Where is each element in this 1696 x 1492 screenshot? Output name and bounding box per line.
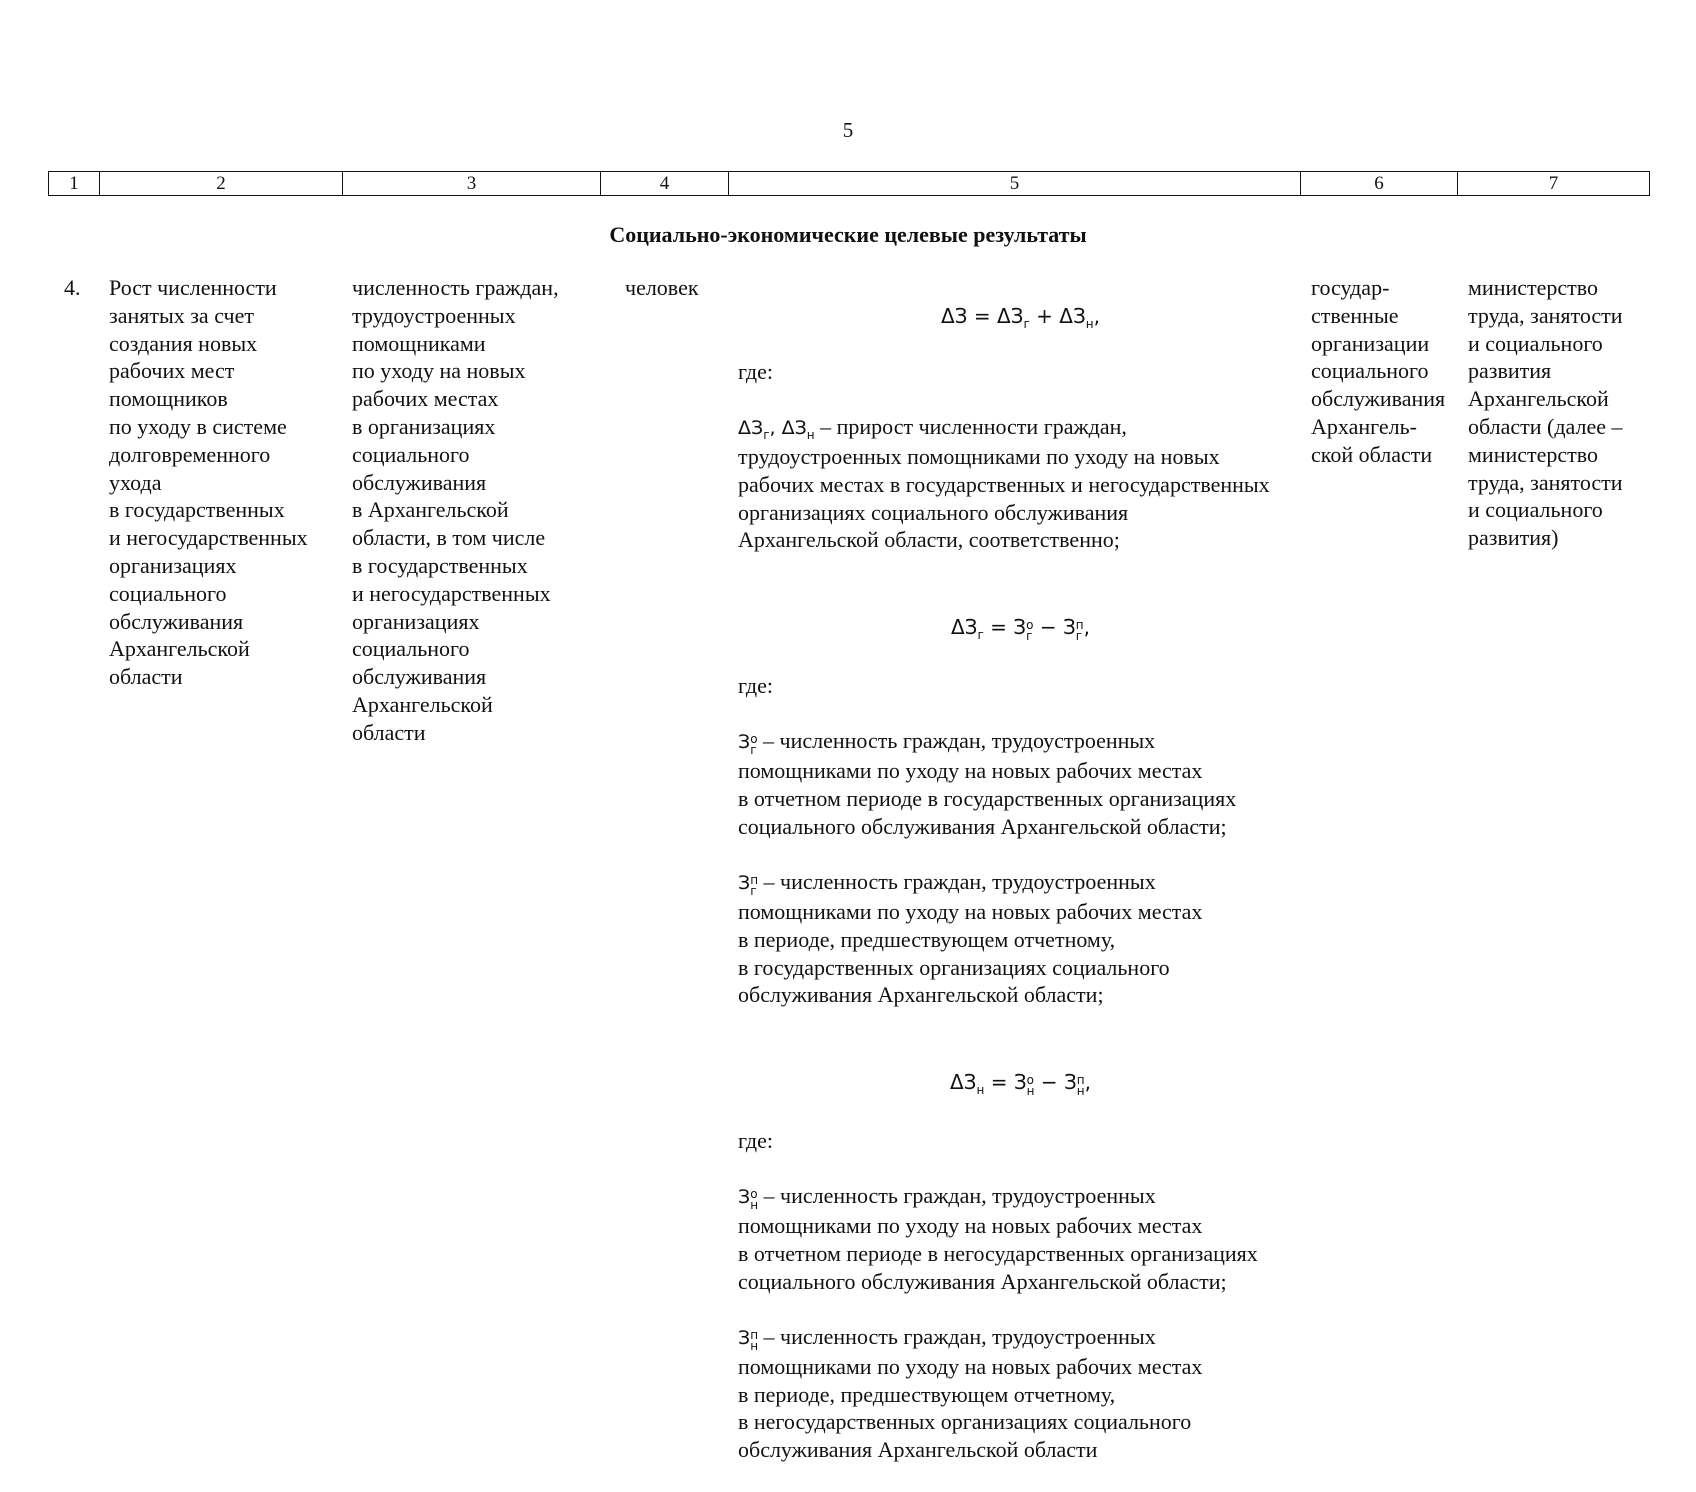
header-col-2: 2 <box>100 172 343 196</box>
definition-state-previous: З п г – численность граждан, трудоустроенных помощниками по уходу на новых рабочих местах в периоде, предшествующем отчетному, в государственных организациях социального обслуживания Архангельской области; <box>738 869 1203 1008</box>
formula-nonstate-increase: $\Delta З_н = З$ о н − З п н , <box>949 1069 1092 1098</box>
definition-state-reporting: З о г – численность граждан, трудоустроенных помощниками по уходу на новых рабочих местах в отчетном периоде в государственных организациях социального обслуживания Архангельской области; <box>738 728 1237 839</box>
unit-of-measure: человек <box>625 275 699 300</box>
header-col-4: 4 <box>601 172 729 196</box>
header-col-7: 7 <box>1458 172 1650 196</box>
indicator-name: Рост численности занятых за счет создания новых рабочих мест помощников по уходу в системе долговременного ухода в государственных и негосударственных организациях социального обслуживания Архангельской области <box>109 275 308 690</box>
data-source: государ- ственные организации социального обслуживания Архангель- ской области <box>1311 275 1446 467</box>
indicator-measure: численность граждан, трудоустроенных помощниками по уходу на новых рабочих местах в организациях социального обслуживания в Архангельской области, в том числе в государственных и негосударственных организациях социального обслуживания Архангельской области <box>352 275 559 745</box>
formula-total-increase: $\Delta З = \Delta З_г + \Delta З_н$, <box>941 303 1100 331</box>
calculation-method <box>738 274 1303 1492</box>
section-title: Социально-экономические целевые результаты <box>609 222 1087 247</box>
definition-nonstate-reporting: З о н – численность граждан, трудоустроенных помощниками по уходу на новых рабочих местах в отчетном периоде в негосударственных организациях социального обслуживания Архангельской области; <box>738 1183 1258 1294</box>
definition-nonstate-previous: З п н – численность граждан, трудоустроенных помощниками по уходу на новых рабочих местах в периоде, предшествующем отчетному, в негосударственных организациях социального обслуживания Архангельской области <box>738 1324 1203 1463</box>
header-col-1: 1 <box>49 172 100 196</box>
row-number: 4. <box>64 275 81 300</box>
header-col-5: 5 <box>729 172 1301 196</box>
definition-increase: $\Delta З_г$, $\Delta З_н$ – прирост численности граждан, трудоустроенных помощниками по уходу на новых рабочих местах в государственных и негосударственных организациях социального обслуживания Архангельской области, соответственно; <box>738 414 1270 553</box>
page-number: 5 <box>842 118 854 142</box>
header-col-3: 3 <box>343 172 601 196</box>
where-label: где: <box>738 672 773 698</box>
where-label: где: <box>738 1127 773 1153</box>
header-col-6: 6 <box>1301 172 1458 196</box>
responsible-body: министерство труда, занятости и социального развития Архангельской области (далее – министерство труда, занятости и социального развития) <box>1468 275 1623 551</box>
column-number-header <box>48 171 1650 196</box>
formula-state-increase: $\Delta З_г = З$ о г − З п г , <box>951 614 1090 643</box>
where-label: где: <box>738 358 773 384</box>
